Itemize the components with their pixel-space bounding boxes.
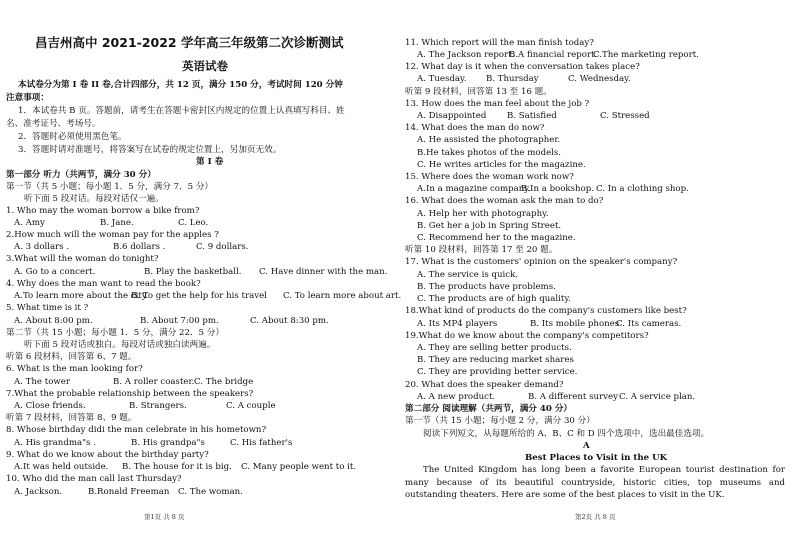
q9-option-b: B. The house for it is big. <box>122 462 232 472</box>
page-2-footer: 第2页 共 8 页 <box>575 513 616 521</box>
q1-option-c: C. Leo. <box>178 218 209 228</box>
page-1-footer: 第1页 共 8 页 <box>144 513 185 521</box>
audio-9-instruction: 听第 9 段材料，回答第 13 至 16 题。 <box>405 87 552 97</box>
q3-option-b: B. Play the basketball. <box>144 267 242 277</box>
part-2-instruction: 阅读下列短文，从每题所给的 A、B、C 和 D 四个选项中，选出最佳选项。 <box>423 429 710 439</box>
q13-option-b: B. Satisfied <box>507 111 557 121</box>
notice-1b: 名、准考证号、考场号。 <box>6 119 101 129</box>
q7-option-c: C. A couple <box>226 401 276 411</box>
q20-option-a: A. A new product. <box>417 392 496 402</box>
q11-option-b: B.A financial report. <box>509 50 598 60</box>
question-5: 5. What time is it ? <box>6 303 89 313</box>
passage-letter: A <box>583 441 590 451</box>
q14-option-c: C. He writes articles for the magazine. <box>417 160 586 170</box>
part-1-heading: 第一部分 听力（共两节，满分 30 分） <box>6 170 156 180</box>
q12-option-b: B. Thursday <box>486 74 539 84</box>
question-4: 4. Why does the man want to read the book? <box>6 279 201 289</box>
question-14: 14. What does the man do now? <box>405 123 545 133</box>
question-13: 13. How does the man feel about the job ? <box>405 99 590 109</box>
q19-option-b: B. They are reducing market shares <box>417 355 574 365</box>
notice-3: 3．答题时请对准题号，将答案写在试卷的规定位置上，另加页无效。 <box>18 145 282 155</box>
q4-option-a: A.To learn more about the city. <box>14 291 149 301</box>
notice-1a: 1．本试卷共 B 页。答题前，请考生在答题卡密封区内规定的位置上认真填写科目、姓 <box>18 106 345 116</box>
part-2-heading: 第二部分 阅读理解（共两节，满分 40 分） <box>405 404 573 414</box>
question-12: 12. What day is it when the conversation takes place? <box>405 62 640 72</box>
question-20: 20. What does the speaker demand? <box>405 380 564 390</box>
q9-option-c: C. Many people went to it. <box>241 462 357 472</box>
section-1-heading: 第一节（共 5 小题；每小题 1．5 分，满分 7．5 分） <box>6 182 214 192</box>
q18-option-a: A. Its MP4 players <box>417 319 498 329</box>
q16-option-a: A. Help her with photography. <box>417 209 549 219</box>
q15-option-a: A.In a magazine company. <box>417 184 531 194</box>
q19-option-a: A. They are selling better products. <box>417 343 572 353</box>
q1-option-a: A. Amy <box>14 218 45 228</box>
q3-option-c: C. Have dinner with the man. <box>259 267 388 277</box>
notice-2: 2．答题时必须使用黑色笔。 <box>18 132 127 142</box>
q12-option-c: C. Wednesday. <box>568 74 631 84</box>
q8-option-a: A. His grandma"s . <box>14 438 96 448</box>
q14-option-b: B.He takes photos of the models. <box>417 148 562 158</box>
q9-option-a: A.It was held outside. <box>14 462 109 472</box>
q17-option-a: A. The service is quick. <box>417 270 519 280</box>
exam-intro: 本试卷分为第 I 卷 II 卷,合计四部分，共 12 页，满分 150 分，考试时间 120 分钟 <box>18 80 343 90</box>
question-1: 1. Who may the woman borrow a bike from? <box>6 206 200 216</box>
q2-option-b: B.6 dollars . <box>113 242 166 252</box>
q4-option-b: B. To get the help for his travel <box>131 291 267 301</box>
question-7: 7.What the probable relationship between the speakers? <box>6 389 254 399</box>
q2-option-a: A. 3 dollars . <box>14 242 70 252</box>
q6-option-b: B. A roller coaster. <box>113 377 195 387</box>
part-2-section-1-heading: 第一节（共 15 小题；每小题 2 分，满分 30 分） <box>405 416 595 426</box>
q7-option-a: A. Close friends. <box>14 401 86 411</box>
audio-10-instruction: 听第 10 段材料，回答第 17 至 20 题。 <box>405 245 558 255</box>
q7-option-b: B. Strangers. <box>129 401 187 411</box>
q16-option-b: B. Get her a job in Spring Street. <box>417 221 562 231</box>
question-9: 9. What do we know about the birthday party? <box>6 450 209 460</box>
q16-option-c: C. Recommend her to the magazine. <box>417 233 576 243</box>
question-10: 10. Who did the man call last Thursday? <box>6 474 182 484</box>
q13-option-a: A. Disappointed <box>417 111 487 121</box>
q20-option-b: B. A different survey <box>528 392 618 402</box>
audio-6-instruction: 听第 6 段材料，回答第 6、7 题。 <box>6 352 137 362</box>
q3-option-a: A. Go to a concert. <box>14 267 96 277</box>
q10-option-c: C. The woman. <box>178 487 243 497</box>
q11-option-a: A. The Jackson report. <box>417 50 515 60</box>
question-3: 3.What will the woman do tonight? <box>6 254 159 264</box>
q20-option-c: C. A service plan. <box>619 392 696 402</box>
q18-option-c: C. Its cameras. <box>616 319 682 329</box>
q18-option-b: B. Its mobile phones <box>530 319 620 329</box>
q11-option-c: C.The marketing report. <box>593 50 699 60</box>
question-17: 17. What is the customers' opinion on the speaker's company? <box>405 257 678 267</box>
q19-option-c: C. They are providing better service. <box>417 367 578 377</box>
q2-option-c: C. 9 dollars. <box>196 242 249 252</box>
q15-option-c: C. In a clothing shop. <box>596 184 689 194</box>
q6-option-a: A. The tower <box>14 377 70 387</box>
question-11: 11. Which report will the man finish today? <box>405 38 594 48</box>
exam-title: 昌吉州高中 2021-2022 学年高三年级第二次诊断测试 <box>35 35 344 50</box>
question-8: 8. Whose birthday didi the man celebrate in his hometown? <box>6 425 267 435</box>
q8-option-b: B. His grandpa"s <box>131 438 205 448</box>
q1-option-b: B. Jane. <box>100 218 134 228</box>
q14-option-a: A. He assisted the photographer. <box>417 135 561 145</box>
question-15: 15. Where does the woman work now? <box>405 172 574 182</box>
q15-option-b: B.In a bookshop. <box>521 184 594 194</box>
question-19: 19.What do we know about the company's competitors? <box>405 331 649 341</box>
question-16: 16. What does the woman ask the man to do? <box>405 196 604 206</box>
q6-option-c: C. The bridge <box>194 377 254 387</box>
exam-subtitle: 英语试卷 <box>182 59 228 73</box>
passage-title: Best Places to Visit in the UK <box>525 453 668 463</box>
q4-option-c: C. To learn more about art. <box>283 291 402 301</box>
section-2-heading: 第二节（共 15 小题；每小题 1．5 分，满分 22．5 分） <box>6 328 224 338</box>
volume-1-heading: 第 I 卷 <box>196 157 224 167</box>
question-6: 6. What is the man looking for? <box>6 364 143 374</box>
q13-option-c: C. Stressed <box>600 111 650 121</box>
question-18: 18.What kind of products do the company's customers like best? <box>405 306 687 316</box>
q5-option-b: B. About 7:00 pm. <box>140 316 219 326</box>
q12-option-a: A. Tuesday. <box>417 74 467 84</box>
q17-option-b: B. The products have problems. <box>417 282 556 292</box>
section-2-instruction: 听下面 5 段对话或独白。每段对话或独白读两遍。 <box>24 340 216 350</box>
q5-option-c: C. About 8:30 pm. <box>250 316 329 326</box>
notice-heading: 注意事项： <box>6 93 49 103</box>
passage-body: The United Kingdom has long been a favorite European tourist destination for many because of its beautiful countryside, historic cities, top museums and outstanding theaters. Here are some of the best places to visit in the UK. <box>405 465 785 501</box>
question-2: 2.How much will the woman pay for the apples ? <box>6 230 219 240</box>
audio-7-instruction: 听第 7 段材料，回答第 8、9 题。 <box>6 413 137 423</box>
q10-option-b: B.Ronald Freeman <box>88 487 170 497</box>
q8-option-c: C. His father's <box>230 438 293 448</box>
section-1-instruction: 听下面 5 段对话。每段对话仅一遍。 <box>24 194 164 204</box>
q10-option-a: A. Jackson. <box>14 487 63 497</box>
q17-option-c: C. The products are of high quality. <box>417 294 571 304</box>
q5-option-a: A. About 8:00 pm. <box>14 316 93 326</box>
